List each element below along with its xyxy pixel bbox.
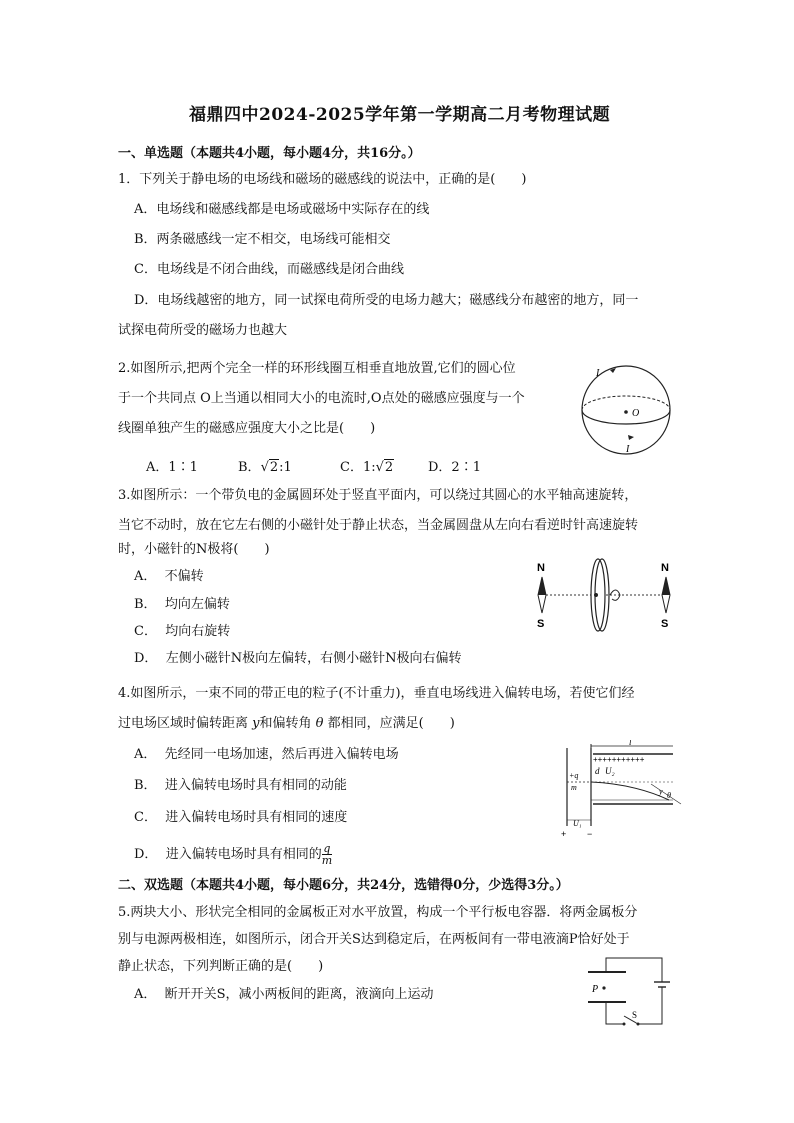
question-5-stem-line-1: 5.两块大小、形状完全相同的金属板正对水平放置，构成一个平行板电容器．将两金属板分 (118, 905, 638, 920)
question-3-option-d (134, 650, 461, 668)
question-4-option-d (134, 843, 332, 866)
option-key: A． (134, 987, 157, 1002)
option-text: 不偏转 (164, 569, 204, 584)
question-1-option-a: A．电场线和磁感线都是电场或磁场中实际存在的线 (134, 202, 430, 217)
sqrt-radicand: 2 (269, 460, 279, 475)
deflection-angle-label: θ (667, 791, 671, 800)
fraction-numerator: q (323, 842, 331, 855)
question-2-stem-line-3: 线圈单独产生的磁感应强度大小之比是( ) (118, 421, 376, 436)
droplet-label: P (592, 984, 599, 995)
question-3-option-a (134, 568, 204, 586)
section-heading-single-choice: 一、单选题（本题共4小题，每小题4分，共16分。） (118, 146, 421, 161)
option-key: D． (134, 847, 158, 862)
question-1-option-b: B．两条磁感线一定不相交，电场线可能相交 (134, 232, 391, 247)
plus-signs: +++++++++++ (593, 755, 645, 764)
fraction-denominator: m (321, 854, 333, 867)
option-key: D． (134, 651, 158, 666)
question-2-option-a: A．1∶1 (146, 460, 198, 475)
question-3-option-b (134, 596, 230, 614)
option-key: B． (134, 597, 157, 612)
sqrt-symbol: √ (260, 460, 269, 475)
accel-voltage-label: U₁ (573, 819, 582, 828)
right-needle-s: S (661, 618, 669, 630)
left-needle-s: S (537, 618, 545, 630)
question-5-stem-line-2: 别与电源两极相连，如图所示，闭合开关S达到稳定后，在两板间有一带电液滴P恰好处于 (118, 932, 630, 947)
mass-label: m (571, 783, 577, 792)
charge-label: +q (569, 771, 579, 780)
option-c-label: C．1: (340, 460, 376, 475)
question-3-ring-compass-figure (530, 555, 680, 635)
question-2-stem-line-2: 于一个共同点 O上当通以相同大小的电流时,O点处的磁感应强度与一个 (118, 391, 525, 406)
symbol-theta: θ (315, 716, 324, 731)
option-text: 进入偏转电场时具有相同的动能 (164, 778, 347, 793)
option-text: 均向左偏转 (164, 597, 230, 612)
option-key: A． (134, 569, 157, 584)
option-text: 断开开关S，减小两板间的距离，液滴向上运动 (164, 987, 434, 1002)
current-label-top: I (596, 368, 600, 379)
question-4-option-c (134, 809, 347, 827)
question-2-option-c (340, 459, 394, 477)
negative-terminal: − (587, 829, 593, 839)
sqrt-symbol: √ (375, 460, 384, 475)
question-4-stem-line-1: 4.如图所示，一束不同的带正电的粒子(不计重力)，垂直电场线进入偏转电场，若使它们经 (118, 686, 635, 701)
option-b-label: B． (238, 460, 261, 475)
option-text: 均向右旋转 (165, 624, 231, 639)
option-text: 先经同一电场加速，然后再进入偏转电场 (164, 747, 399, 762)
deflection-y-label: y (659, 787, 663, 796)
plate-length-label: l (629, 740, 632, 747)
question-1-option-d-continued: 试探电荷所受的磁场力也越大 (118, 323, 288, 338)
plate-gap-label: d (595, 766, 600, 776)
center-point-label: O (632, 408, 640, 419)
positive-terminal: + (561, 829, 567, 839)
option-key: C． (134, 624, 157, 639)
stem-text: 都相同，应满足( ) (327, 716, 455, 731)
question-5-stem-line-3: 静止状态，下列判断正确的是( ) (118, 959, 324, 974)
question-5-capacitor-circuit-figure (574, 952, 674, 1034)
question-2-coil-figure (572, 360, 680, 460)
question-4-deflection-figure (555, 740, 685, 840)
question-2-option-b (238, 459, 292, 477)
q-over-m-fraction (322, 843, 332, 866)
symbol-y: y (252, 716, 260, 731)
question-1-option-c: C．电场线是不闭合曲线，而磁感线是闭合曲线 (134, 262, 404, 277)
switch-label: S (632, 1010, 638, 1020)
stem-text: 过电场区域时偏转距离 (118, 716, 249, 731)
question-1-option-d: D．电场线越密的地方，同一试探电荷所受的电场力越大；磁感线分布越密的地方，同一 (134, 293, 639, 308)
page-title: 福鼎四中2024-2025学年第一学期高二月考物理试题 (189, 105, 611, 125)
question-3-option-c (134, 623, 230, 641)
section-heading-double-choice: 二、双选题（本题共4小题，每小题6分，共24分，选错得0分，少选得3分。） (118, 878, 569, 893)
sqrt-radicand: 2 (384, 460, 394, 475)
option-key: A． (134, 747, 157, 762)
question-3-stem-line-2: 当它不动时，放在它左右侧的小磁针处于静止状态，当金属圆盘从左向右看逆时针高速旋转 (118, 518, 639, 533)
question-4-stem-line-2 (118, 715, 455, 733)
question-4-option-a (134, 746, 399, 764)
stem-text: 和偏转角 (259, 716, 312, 731)
question-2-option-d: D．2∶1 (428, 460, 481, 475)
question-3-stem-line-1: 3.如图所示：一个带负电的金属圆环处于竖直平面内，可以绕过其圆心的水平轴高速旋转， (118, 488, 638, 503)
question-3-stem-line-3: 时，小磁针的N极将( ) (118, 542, 270, 557)
option-key: B． (134, 778, 157, 793)
option-text: 进入偏转电场时具有相同的 (165, 847, 322, 862)
option-text: 进入偏转电场时具有相同的速度 (165, 810, 348, 825)
right-needle-n: N (661, 562, 669, 574)
question-5-option-a (134, 986, 434, 1004)
option-b-tail: :1 (279, 460, 292, 475)
deflection-voltage-label: U₂ (605, 766, 615, 776)
option-key: C． (134, 810, 157, 825)
question-1-stem: 1．下列关于静电场的电场线和磁场的磁感线的说法中，正确的是( ) (118, 172, 527, 187)
option-text: 左侧小磁针N极向左偏转，右侧小磁针N极向右偏转 (165, 651, 462, 666)
current-label-bottom: I (626, 444, 630, 455)
question-4-option-b (134, 777, 347, 795)
question-2-stem-line-1: 2.如图所示,把两个完全一样的环形线圈互相垂直地放置,它们的圆心位 (118, 361, 516, 376)
left-needle-n: N (537, 562, 545, 574)
